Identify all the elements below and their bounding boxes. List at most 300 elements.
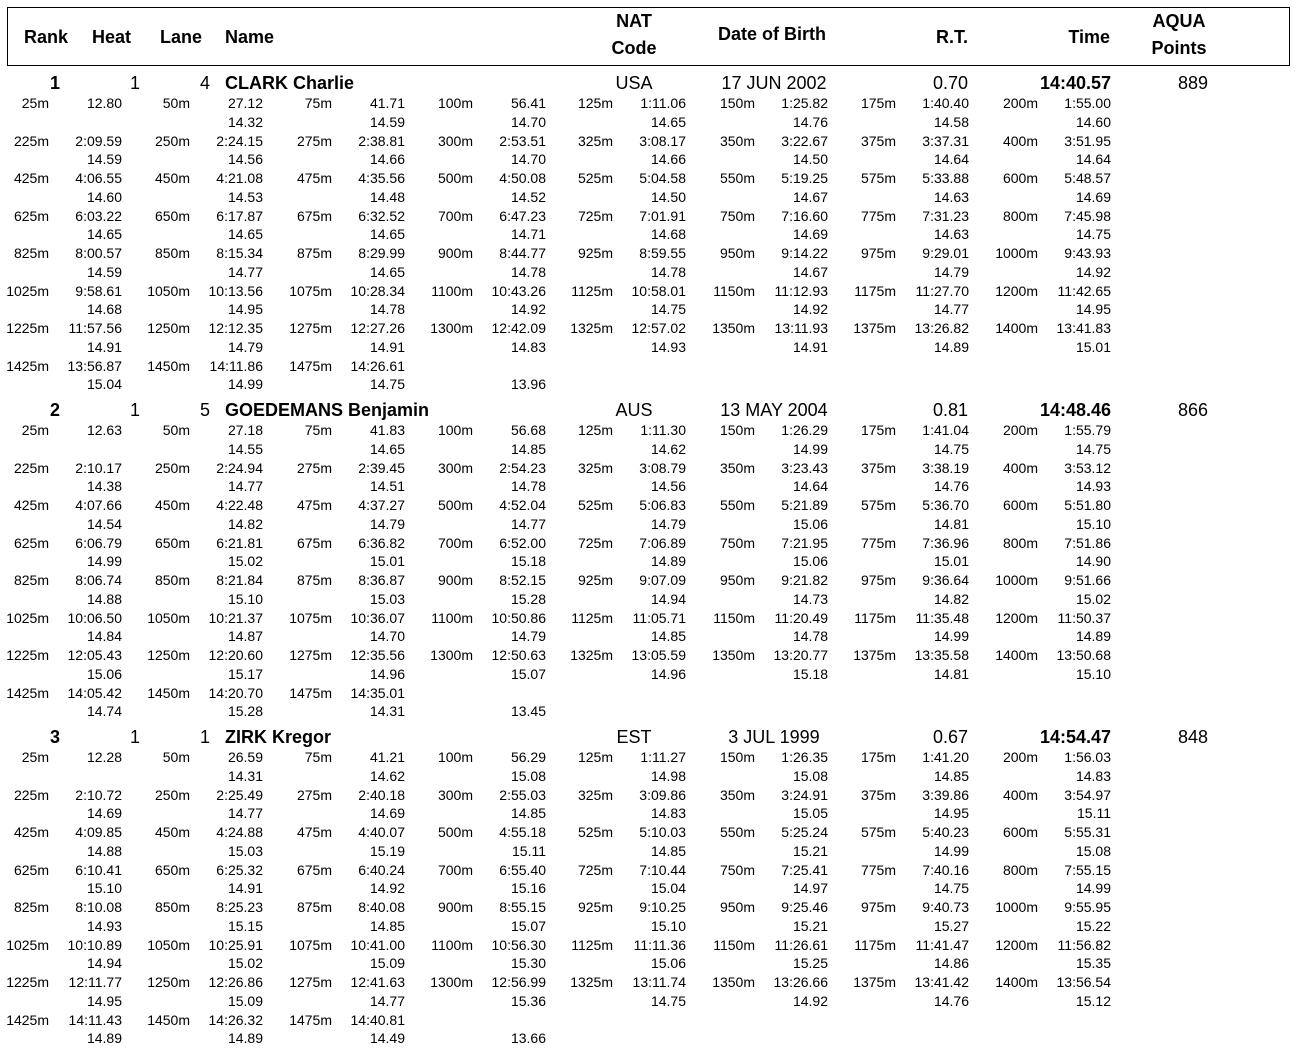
split-distance: 1350m [712,320,755,336]
split-lap: 14.85 [650,842,686,859]
split-time: 6:17.87 [216,207,263,224]
split-distance: 475m [296,824,332,840]
split-time: 13:11.93 [774,320,828,336]
split-lap: 14.92 [792,992,828,1009]
split-time: 11:57.56 [68,320,122,336]
split-distance: 1400m [995,974,1038,990]
split-time: 13:56.87 [67,357,122,374]
split-distance: 575m [860,170,896,186]
split-lap: 13.96 [510,376,546,392]
split-lap: 14.88 [86,842,122,859]
split-distance: 750m [719,861,755,878]
split-time: 7:45.98 [1064,207,1111,224]
split-time: 8:40.08 [358,899,405,915]
split-time: 13:20.77 [773,647,828,663]
split-lap: 14.85 [933,767,969,784]
split-lap: 15.04 [86,376,122,392]
split-lap: 14.52 [510,188,546,205]
split-lap: 15.06 [86,665,122,682]
split-time: 12:56.99 [491,974,546,990]
split-lap: 15.08 [510,767,546,784]
split-lap: 14.85 [510,440,546,457]
split-lap: 15.01 [369,553,405,569]
split-lap: 15.21 [792,917,828,934]
split-time: 4:55.18 [499,824,546,840]
aqua-points: 889 [1177,73,1208,93]
split-lap: 13.45 [510,703,546,719]
split-time: 13:26.66 [773,974,828,990]
split-time: 3:53.12 [1064,459,1111,476]
split-time: 13:50.68 [1056,647,1111,663]
header-points: Points [1151,38,1207,58]
split-distance: 775m [860,207,896,224]
split-time: 3:08.79 [639,459,686,476]
split-lap: 14.76 [933,478,969,494]
split-lap: 14.83 [510,338,546,355]
split-time: 10:06.50 [67,609,122,626]
split-lap: 15.17 [227,665,263,682]
split-distance: 850m [154,245,190,261]
split-lap: 15.06 [792,553,828,569]
split-distance: 800m [1002,207,1038,224]
split-time: 4:37.27 [358,497,405,513]
split-lap: 15.16 [510,880,546,896]
split-time: 6:21.81 [216,534,263,551]
split-distance: 1375m [853,320,896,336]
split-distance: 1225m [6,647,49,663]
split-lap: 15.19 [369,842,405,859]
split-time: 13:41.42 [914,974,969,990]
split-distance: 50m [162,422,190,438]
split-time: 7:31.23 [922,207,969,224]
split-lap: 14.70 [510,151,546,167]
split-distance: 1175m [854,282,896,299]
split-lap: 14.78 [510,263,546,280]
split-time: 5:19.25 [781,170,828,186]
split-distance: 500m [437,497,473,513]
split-time: 12:12.35 [208,320,263,336]
split-lap: 15.21 [792,842,828,859]
split-lap: 14.49 [369,1030,405,1046]
split-distance: 1350m [712,647,755,663]
split-time: 4:52.04 [499,497,546,513]
split-lap: 14.78 [650,263,686,280]
split-time: 14:11.43 [68,1011,122,1028]
split-distance: 450m [154,824,190,840]
split-time: 12:26.86 [208,974,263,990]
split-lap: 14.71 [510,226,546,242]
split-distance: 1325m [570,974,613,990]
split-lap: 15.06 [650,955,686,971]
split-distance: 25m [21,749,49,765]
split-time: 2:53.51 [499,132,546,149]
split-distance: 1075m [289,936,332,953]
split-distance: 1475m [289,684,332,701]
split-distance: 1225m [6,320,49,336]
split-distance: 550m [719,824,755,840]
split-time: 4:09.85 [75,824,122,840]
split-lap: 15.07 [510,917,546,934]
split-lap: 14.31 [369,703,405,719]
split-distance: 1450m [147,684,190,701]
split-lap: 14.79 [650,515,686,532]
split-distance: 1375m [853,647,896,663]
split-time: 9:21.82 [781,572,828,588]
split-time: 11:27.70 [915,282,969,299]
split-distance: 125m [577,95,613,111]
split-distance: 125m [577,422,613,438]
split-distance: 1400m [995,320,1038,336]
split-distance: 525m [577,497,613,513]
split-lap: 15.11 [512,842,546,859]
split-time: 5:04.58 [639,170,686,186]
split-lap: 14.99 [1075,880,1111,896]
split-distance: 1325m [570,320,613,336]
split-distance: 575m [860,497,896,513]
split-distance: 75m [304,95,332,111]
split-time: 4:07.66 [75,497,122,513]
split-lap: 14.89 [86,1030,122,1046]
split-time: 5:06.83 [639,497,686,513]
split-distance: 75m [304,749,332,765]
split-time: 9:36.64 [922,572,969,588]
split-time: 2:10.17 [75,459,122,476]
split-distance: 300m [437,459,473,476]
split-lap: 14.79 [510,628,546,644]
header-name: Name [225,27,275,47]
split-distance: 1150m [713,936,755,953]
split-distance: 425m [13,824,49,840]
split-lap: 15.10 [1075,665,1111,682]
split-lap: 14.81 [933,665,969,682]
split-distance: 1150m [713,282,755,299]
split-lap: 14.75 [650,301,686,317]
split-distance: 325m [577,132,613,149]
split-time: 6:40.24 [358,861,405,878]
split-lap: 14.99 [227,376,263,392]
split-lap: 14.91 [227,880,263,896]
split-lap: 14.73 [792,590,828,607]
split-lap: 14.89 [227,1030,263,1046]
split-lap: 14.96 [650,665,686,682]
split-lap: 14.91 [369,338,405,355]
split-distance: 575m [860,824,896,840]
header-dob: Date of Birth [718,24,826,44]
split-time: 10:25.91 [208,936,263,953]
split-distance: 1450m [147,357,190,374]
header-lane: Lane [160,27,203,47]
split-lap: 14.85 [650,628,686,644]
split-time: 11:50.37 [1057,609,1111,626]
split-distance: 775m [860,534,896,551]
split-distance: 950m [719,899,755,915]
split-time: 12:41.63 [350,974,405,990]
split-distance: 1475m [289,357,332,374]
final-time: 14:54.47 [1039,727,1111,747]
split-lap: 14.75 [650,992,686,1009]
split-distance: 775m [860,861,896,878]
split-distance: 1450m [147,1011,190,1028]
split-distance: 850m [154,572,190,588]
split-time: 13:41.83 [1056,320,1111,336]
split-distance: 1325m [570,647,613,663]
split-time: 1:26.29 [781,422,828,438]
split-time: 12.28 [86,749,122,765]
split-distance: 25m [21,95,49,111]
split-time: 5:51.80 [1064,497,1111,513]
split-lap: 14.65 [650,113,686,130]
split-distance: 525m [577,170,613,186]
split-lap: 14.65 [86,226,122,242]
split-time: 1:40.40 [922,95,969,111]
split-time: 1:25.82 [781,95,828,111]
split-distance: 1300m [430,647,473,663]
split-lap: 14.91 [86,338,122,355]
final-time: 14:48.46 [1039,400,1111,420]
split-time: 7:40.16 [922,861,969,878]
split-lap: 15.28 [227,703,263,719]
split-time: 3:39.86 [922,786,969,803]
split-distance: 950m [719,572,755,588]
split-lap: 14.85 [510,805,546,821]
split-lap: 15.18 [792,665,828,682]
split-distance: 550m [719,170,755,186]
split-distance: 875m [296,572,332,588]
split-distance: 800m [1002,861,1038,878]
split-time: 7:01.91 [639,207,686,224]
split-distance: 1125m [571,282,613,299]
split-lap: 14.38 [86,478,122,494]
split-time: 3:38.19 [922,459,969,476]
split-time: 9:58.61 [75,282,122,299]
split-distance: 400m [1002,786,1038,803]
split-lap: 15.04 [650,880,686,896]
split-lap: 14.97 [792,880,828,896]
split-time: 7:51.86 [1064,534,1111,551]
split-distance: 975m [860,899,896,915]
split-lap: 14.65 [227,226,263,242]
split-time: 2:24.94 [216,459,263,476]
split-time: 8:55.15 [499,899,546,915]
split-distance: 225m [13,459,49,476]
split-time: 8:52.15 [499,572,546,588]
split-time: 1:41.20 [922,749,969,765]
split-time: 13:35.58 [914,647,969,663]
split-distance: 1200m [995,609,1038,626]
heat: 1 [129,727,140,747]
split-distance: 1250m [147,647,190,663]
split-time: 9:51.66 [1064,572,1111,588]
split-distance: 975m [860,245,896,261]
split-distance: 1200m [995,936,1038,953]
split-time: 11:11.36 [633,936,686,953]
split-lap: 15.12 [1075,992,1111,1009]
split-distance: 1300m [430,320,473,336]
split-distance: 900m [437,245,473,261]
split-time: 14:11.86 [209,357,263,374]
split-lap: 14.68 [86,301,122,317]
split-time: 2:09.59 [75,132,122,149]
header-aqua: AQUA [1152,11,1206,31]
athlete-result [0,726,1296,1046]
split-distance: 650m [154,534,190,551]
split-time: 7:16.60 [781,207,828,224]
split-distance: 1100m [431,282,473,299]
split-distance: 600m [1002,824,1038,840]
split-time: 2:39.45 [358,459,405,476]
split-lap: 14.68 [650,226,686,242]
split-lap: 14.99 [86,553,122,569]
final-time: 14:40.57 [1039,73,1111,93]
athlete-name: GOEDEMANS Benjamin [225,400,430,420]
split-time: 8:59.55 [639,245,686,261]
split-time: 7:06.89 [639,534,686,551]
athlete-result [0,72,1296,392]
heat: 1 [129,400,140,420]
split-distance: 225m [13,786,49,803]
split-time: 12:42.09 [491,320,546,336]
split-lap: 15.01 [1075,338,1111,355]
header-code: Code [611,38,657,58]
split-lap: 14.48 [369,188,405,205]
split-time: 9:55.95 [1064,899,1111,915]
rank: 2 [49,400,60,420]
split-time: 7:25.41 [781,861,828,878]
split-lap: 14.78 [792,628,828,644]
split-time: 5:48.57 [1064,170,1111,186]
date-of-birth: 13 MAY 2004 [720,400,828,420]
split-distance: 250m [154,786,190,803]
split-time: 2:24.15 [216,132,263,149]
split-distance: 825m [13,899,49,915]
split-distance: 650m [154,861,190,878]
split-lap: 14.99 [933,842,969,859]
split-lap: 15.02 [227,955,263,971]
split-distance: 950m [719,245,755,261]
reaction-time: 0.67 [932,727,968,747]
split-distance: 1050m [147,609,190,626]
split-time: 1:26.35 [781,749,828,765]
heat: 1 [129,73,140,93]
split-distance: 1425m [6,684,49,701]
split-distance: 425m [13,170,49,186]
split-distance: 850m [154,899,190,915]
split-distance: 150m [719,749,755,765]
split-time: 5:55.31 [1064,824,1111,840]
split-time: 10:10.89 [67,936,122,953]
split-distance: 1025m [6,936,49,953]
athlete-name: CLARK Charlie [225,73,355,93]
split-distance: 875m [296,899,332,915]
split-time: 4:06.55 [75,170,122,186]
split-time: 1:55.00 [1064,95,1111,111]
split-distance: 1275m [289,320,332,336]
split-distance: 750m [719,207,755,224]
split-lap: 13.66 [510,1030,546,1046]
split-lap: 14.66 [650,151,686,167]
split-time: 8:44.77 [499,245,546,261]
split-lap: 14.89 [650,553,686,569]
split-lap: 15.01 [933,553,969,569]
split-distance: 1050m [147,936,190,953]
split-lap: 14.69 [1075,188,1111,205]
split-lap: 14.75 [1075,440,1111,457]
split-distance: 650m [154,207,190,224]
date-of-birth: 17 JUN 2002 [721,73,827,93]
rank: 1 [49,73,60,93]
split-lap: 15.02 [227,553,263,569]
split-time: 3:08.17 [639,132,686,149]
split-time: 12:35.56 [350,647,405,663]
split-distance: 1250m [147,320,190,336]
aqua-points: 848 [1177,727,1208,747]
split-lap: 14.95 [933,805,969,821]
split-lap: 14.85 [369,917,405,934]
split-lap: 14.77 [227,805,263,821]
split-distance: 1075m [289,609,332,626]
split-lap: 15.10 [650,917,686,934]
split-time: 26.59 [227,749,263,765]
split-time: 41.21 [369,749,405,765]
split-time: 6:55.40 [499,861,546,878]
split-time: 11:35.48 [915,609,969,626]
split-time: 41.83 [369,422,405,438]
split-distance: 1150m [713,609,755,626]
split-lap: 14.89 [933,338,969,355]
split-distance: 600m [1002,170,1038,186]
split-time: 1:55.79 [1064,422,1111,438]
split-time: 8:29.99 [358,245,405,261]
split-lap: 14.83 [1075,767,1111,784]
split-time: 8:21.84 [216,572,263,588]
split-distance: 500m [437,824,473,840]
split-distance: 1175m [854,609,896,626]
split-lap: 14.60 [1075,113,1111,130]
split-time: 12:50.63 [491,647,546,663]
split-distance: 50m [162,95,190,111]
split-distance: 1025m [6,282,49,299]
split-lap: 14.77 [227,263,263,280]
nat-code: EST [616,727,652,747]
split-time: 14:26.32 [208,1011,263,1028]
split-distance: 200m [1002,749,1038,765]
split-lap: 15.15 [227,917,263,934]
split-distance: 1350m [712,974,755,990]
split-lap: 14.83 [650,805,686,821]
split-distance: 375m [860,786,896,803]
split-time: 9:14.22 [781,245,828,261]
split-time: 3:22.67 [781,132,828,149]
split-lap: 14.60 [86,188,122,205]
nat-code: USA [615,73,653,93]
split-lap: 14.65 [369,263,405,280]
split-time: 13:11.74 [632,974,686,990]
split-time: 3:23.43 [781,459,828,476]
split-distance: 225m [13,132,49,149]
split-lap: 14.32 [227,113,263,130]
split-time: 1:41.04 [922,422,969,438]
split-lap: 15.03 [227,842,263,859]
split-lap: 14.99 [933,628,969,644]
header-nat: NAT [616,11,652,31]
split-distance: 1025m [6,609,49,626]
split-time: 8:00.57 [75,245,122,261]
split-distance: 675m [296,207,332,224]
split-time: 10:36.07 [350,609,405,626]
split-distance: 1075m [289,282,332,299]
split-time: 14:35.01 [350,684,405,701]
rank: 3 [49,727,60,747]
